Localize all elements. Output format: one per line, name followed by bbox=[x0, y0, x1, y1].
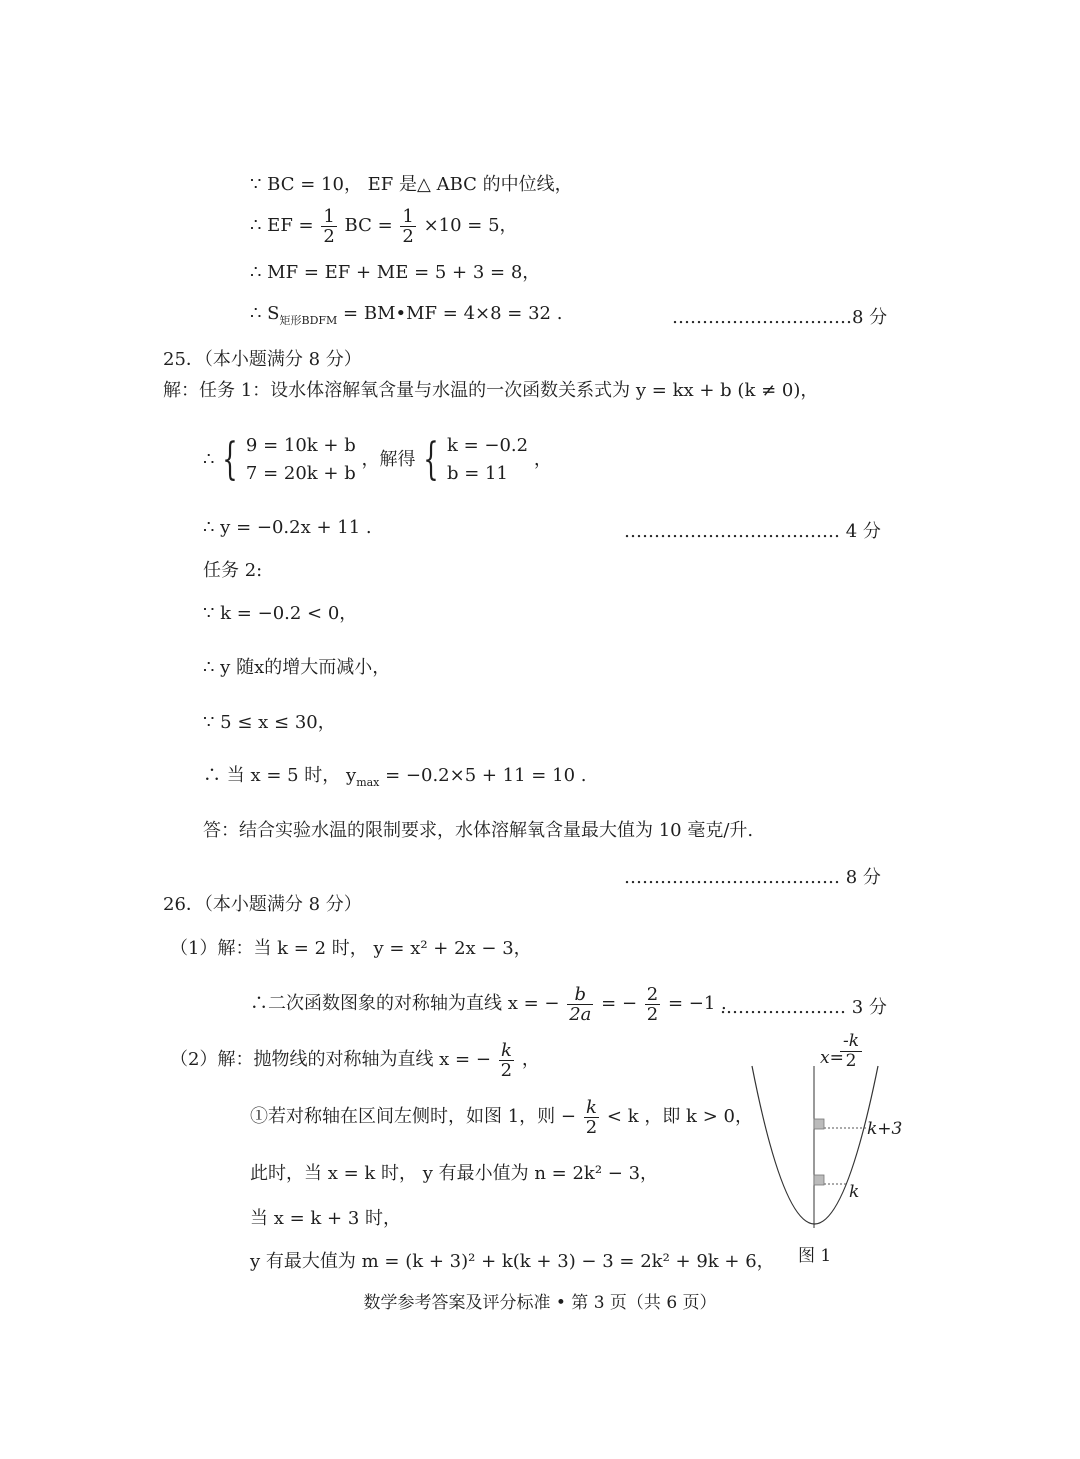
q25-step-4: ∴ 当 x = 5 时， $y_{max} = -0.2\times 5 + 11 = 10$ . bbox=[203, 765, 587, 789]
q26-header: 26．（本小题满分 8 分） bbox=[163, 894, 362, 915]
q24-score: …………………………8 分 bbox=[672, 307, 888, 328]
figure-1 bbox=[730, 1030, 910, 1275]
q25-step-1: ∵ k = −0.2 < 0， bbox=[203, 603, 358, 624]
q24-line-1: ∵ BC = 10， EF 是△ ABC 的中位线， bbox=[250, 174, 573, 195]
fraction-k-2: $\frac{k}{2}$ bbox=[500, 1039, 513, 1081]
label-k-plus-3: k+3 bbox=[867, 1119, 903, 1139]
q25-system: ∴ { 9 = 10k + b 7 = 20k + b ，解得 { k = −0.2 b = 11 ， bbox=[203, 434, 552, 485]
q26-case-min: 此时，当 x = k 时， y 有最小值为 n = 2k² − 3， bbox=[250, 1163, 659, 1184]
fraction-half: $\frac{1}{2}$ bbox=[402, 205, 414, 247]
q25-task1: 解：任务 1：设水体溶解氧含量与水温的一次函数关系式为 y = kx + b (k ≠ 0)， bbox=[163, 380, 819, 401]
q25-score-4: ……………………………… 4 分 bbox=[624, 521, 881, 542]
marker-square bbox=[814, 1175, 824, 1185]
q25-header: 25．（本小题满分 8 分） bbox=[163, 349, 362, 370]
q26-case-x: 当 x = k + 3 时， bbox=[250, 1208, 402, 1229]
label-k: k bbox=[849, 1182, 860, 1202]
q25-step-2: ∴ y 随x的增大而减小， bbox=[203, 657, 391, 678]
q26-score-3: ………………… 3 分 bbox=[720, 997, 887, 1018]
q25-result: ∴ y = −0.2x + 11 . bbox=[203, 517, 372, 538]
axis-label: x= bbox=[820, 1048, 844, 1068]
left-brace-icon: { bbox=[222, 434, 238, 485]
q26-part1-axis: ∴二次函数图象的对称轴为直线 x = − $\frac{b}{2a}$ = − $\frac{2}{2}$ = −1 . bbox=[250, 983, 727, 1025]
fraction-2-2: $\frac{2}{2}$ bbox=[646, 983, 659, 1025]
fraction-k-2: $\frac{k}{2}$ bbox=[585, 1096, 598, 1138]
q24-line-2: ∴ EF = $\frac{1}{2}$ BC = $\frac{1}{2}$ ×10 = 5， bbox=[250, 205, 518, 247]
fraction-half: $\frac{1}{2}$ bbox=[323, 205, 335, 247]
marker-square bbox=[814, 1119, 824, 1129]
q26-part2: （2）解：抛物线的对称轴为直线 x = − $\frac{k}{2}$ ， bbox=[170, 1039, 540, 1081]
q25-step-3: ∵ 5 ≤ x ≤ 30， bbox=[203, 712, 336, 733]
q25-score-8: ……………………………… 8 分 bbox=[624, 867, 881, 888]
page-footer: 数学参考答案及评分标准 • 第 3 页（共 6 页） bbox=[363, 1293, 717, 1313]
q26-case-1: ①若对称轴在区间左侧时，如图 1，则 − $\frac{k}{2}$ < k ，即 k > 0， bbox=[250, 1096, 753, 1138]
left-brace-icon: { bbox=[423, 434, 439, 485]
figure-caption: 图 1 bbox=[798, 1246, 832, 1266]
q25-answer: 答：结合实验水温的限制要求，水体溶解氧含量最大值为 10 毫克/升. bbox=[203, 820, 754, 841]
q26-case-max: y 有最大值为 m = (k + 3)² + k(k + 3) − 3 = 2k² + 9k + 6， bbox=[250, 1251, 775, 1272]
axis-fraction: -k 2 bbox=[840, 1032, 862, 1071]
q24-line-4: ∴ $S_{矩形BDFM}$ = BM•MF = 4×8 = 32 . bbox=[250, 303, 563, 327]
q24-line-3: ∴ MF = EF + ME = 5 + 3 = 8， bbox=[250, 262, 541, 283]
q26-part1: （1）解：当 k = 2 时， y = x² + 2x − 3， bbox=[170, 938, 532, 959]
q25-task2: 任务 2: bbox=[203, 560, 263, 581]
fraction-b-2a: $\frac{b}{2a}$ bbox=[569, 983, 592, 1025]
